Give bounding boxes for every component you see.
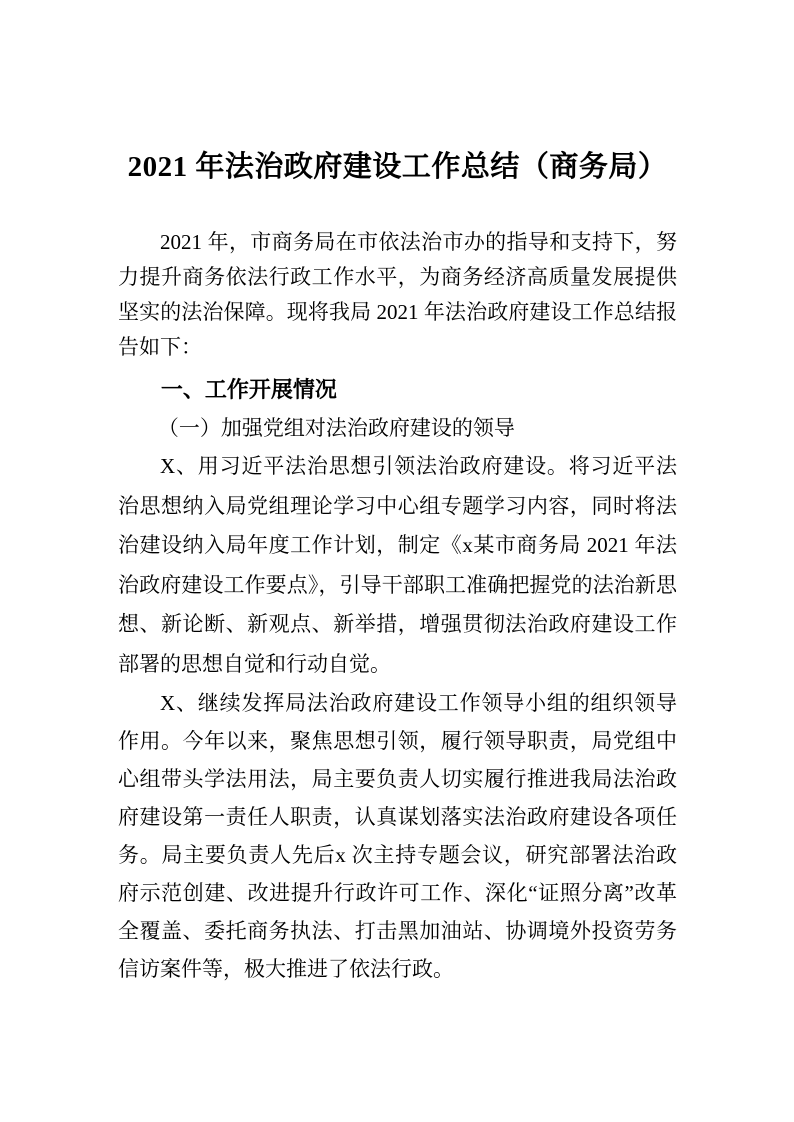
document-title: 2021 年法治政府建设工作总结（商务局） bbox=[127, 151, 668, 183]
item-1-text-continued: 商务局 2021 年法治政府建设工作要点》，引导干部职工准确把握党的法治新思想、新论断、新观点、新举措，增强贯彻法治政府建设工作部署的思想自觉和行动自觉。 bbox=[118, 533, 678, 676]
intro-paragraph: 2021 年，市商务局在市依法治市办的指导和支持下，努力提升商务依法行政工作水平，为商务经济高质量发展提供坚实的法治保障。现将我局 2021 年法治政府建设工作总结报告如下： bbox=[118, 230, 677, 359]
body-paragraph-item-2: X、继续发挥局法治政府建设工作领导小组的组织领导作用。今年以来，聚焦思想引领，履行领导职责，局党组中心组带头学法用法，局主要负责人切实履行推进我局法治政府建设第一责任人职责，认真谋划落实法治政府建设各项任务。局主要负责人先后x 次主持专题会议，研究部署法治政府示范创建、改进提升行政许可工作、深化“证照分离”改革全覆盖、委托商务执法、打击黑加油站、协调境外投资劳务信访案件等，极大推进了依法行政。 bbox=[118, 691, 677, 981]
item-1-text: X、用习近平法治思想引领法治政府建设。将习近平法治思想纳入局党组理论学习中心组专题学习内容，同时将法治建设纳入局年度工作计划，制定《x bbox=[118, 454, 677, 557]
section-1-1-subheading: （一）加强党组对法治政府建设的领导 bbox=[157, 416, 515, 440]
city-placeholder-text: 某市 bbox=[472, 534, 517, 557]
section-1-heading: 一、工作开展情况 bbox=[160, 377, 337, 402]
body-paragraph-item-1 bbox=[118, 447, 677, 684]
